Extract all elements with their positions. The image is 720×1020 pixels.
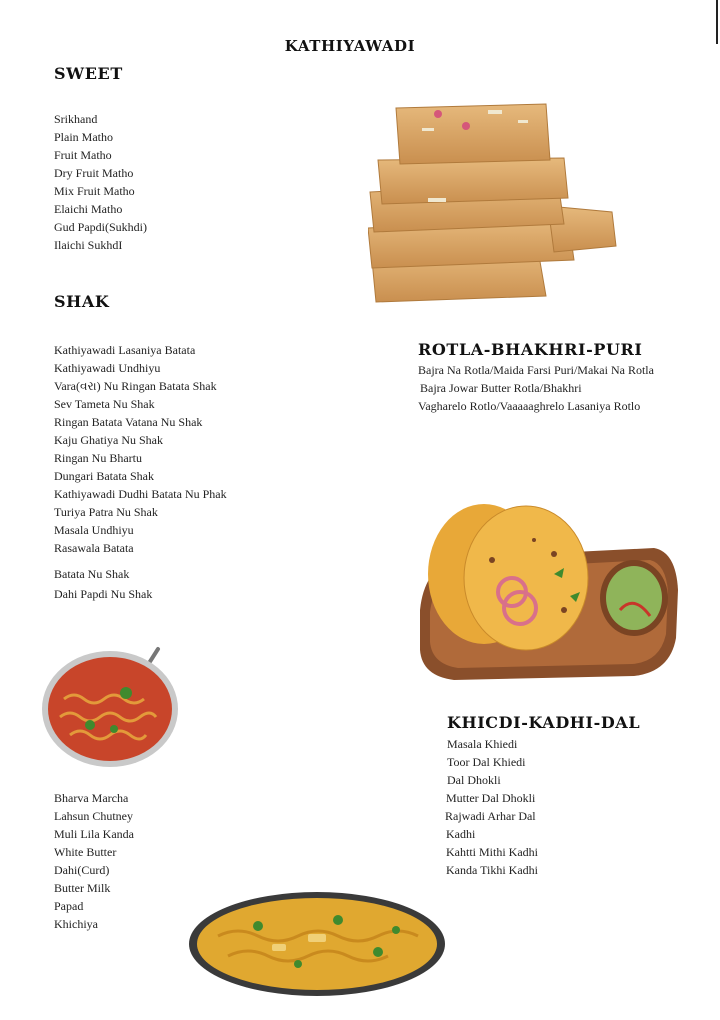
list-item: Lahsun Chutney: [54, 809, 133, 823]
list-item: Butter Milk: [54, 881, 111, 895]
shak-heading: SHAK: [54, 292, 110, 311]
list-item: Dungari Batata Shak: [54, 469, 154, 483]
list-item: Rajwadi Arhar Dal: [445, 809, 536, 823]
list-item: Ringan Batata Vatana Nu Shak: [54, 415, 203, 429]
list-item: Kathiyawadi Dudhi Batata Nu Phak: [54, 487, 227, 501]
sides-list: [54, 789, 134, 933]
list-item: Plain Matho: [54, 130, 113, 144]
list-item: Muli Lila Kanda: [54, 827, 134, 841]
list-item: Turiya Patra Nu Shak: [54, 505, 158, 519]
list-item: Batata Nu Shak: [54, 567, 130, 581]
rotla-image: [414, 500, 680, 684]
list-item: Masala Khiedi: [447, 737, 518, 751]
list-item: Rasawala Batata: [54, 541, 134, 555]
list-item: Vara(વરા) Nu Ringan Batata Shak: [54, 379, 217, 393]
list-item: Papad: [54, 899, 84, 913]
list-item: Dal Dhokli: [447, 773, 501, 787]
list-item: Dahi(Curd): [54, 863, 110, 877]
list-item: Dry Fruit Matho: [54, 166, 134, 180]
list-item: White Butter: [54, 845, 117, 859]
list-item: Kathiyawadi Lasaniya Batata: [54, 343, 196, 357]
list-item: Mutter Dal Dhokli: [446, 791, 536, 805]
list-item: Vagharelo Rotlo/Vaaaaaghrelo Lasaniya Rotlo: [418, 399, 641, 413]
list-item: Ilaichi SukhdI: [54, 238, 123, 252]
list-item: Kanda Tikhi Kadhi: [446, 863, 539, 877]
dal-bowl-image: [188, 890, 446, 998]
list-item: Elaichi Matho: [54, 202, 123, 216]
list-item: Srikhand: [54, 112, 98, 126]
list-item: Kathiyawadi Undhiyu: [54, 361, 161, 375]
list-item: Bajra Na Rotla/Maida Farsi Puri/Makai Na Rotla: [418, 363, 654, 377]
list-item: Fruit Matho: [54, 148, 112, 162]
edge-divider: [716, 0, 718, 44]
list-item: Kaju Ghatiya Nu Shak: [54, 433, 163, 447]
rotla-list: [418, 361, 654, 415]
khichdi-heading: KHICDI-KADHI-DAL: [447, 713, 641, 732]
rotla-heading: ROTLA-BHAKHRI-PURI: [418, 340, 643, 359]
list-item: Masala Undhiyu: [54, 523, 134, 537]
list-item: Bharva Marcha: [54, 791, 129, 805]
sweet-heading: SWEET: [54, 64, 123, 83]
khichdi-list: [447, 735, 538, 879]
shak-bowl-image: [40, 645, 180, 769]
list-item: Khichiya: [54, 917, 98, 931]
shak-list: [54, 341, 227, 557]
sukhdi-image: [368, 100, 620, 306]
list-item: Ringan Nu Bhartu: [54, 451, 142, 465]
list-item: Dahi Papdi Nu Shak: [54, 587, 153, 601]
list-item: Kahtti Mithi Kadhi: [446, 845, 538, 859]
list-item: Gud Papdi(Sukhdi): [54, 220, 147, 234]
list-item: Sev Tameta Nu Shak: [54, 397, 155, 411]
list-item: Bajra Jowar Butter Rotla/Bhakhri: [420, 381, 582, 395]
list-item: Kadhi: [446, 827, 476, 841]
list-item: Mix Fruit Matho: [54, 184, 135, 198]
list-item: Toor Dal Khiedi: [447, 755, 526, 769]
page-title: KATHIYAWADI: [284, 37, 416, 55]
sweet-list: [54, 110, 147, 254]
shak-list-extra: [54, 564, 152, 604]
